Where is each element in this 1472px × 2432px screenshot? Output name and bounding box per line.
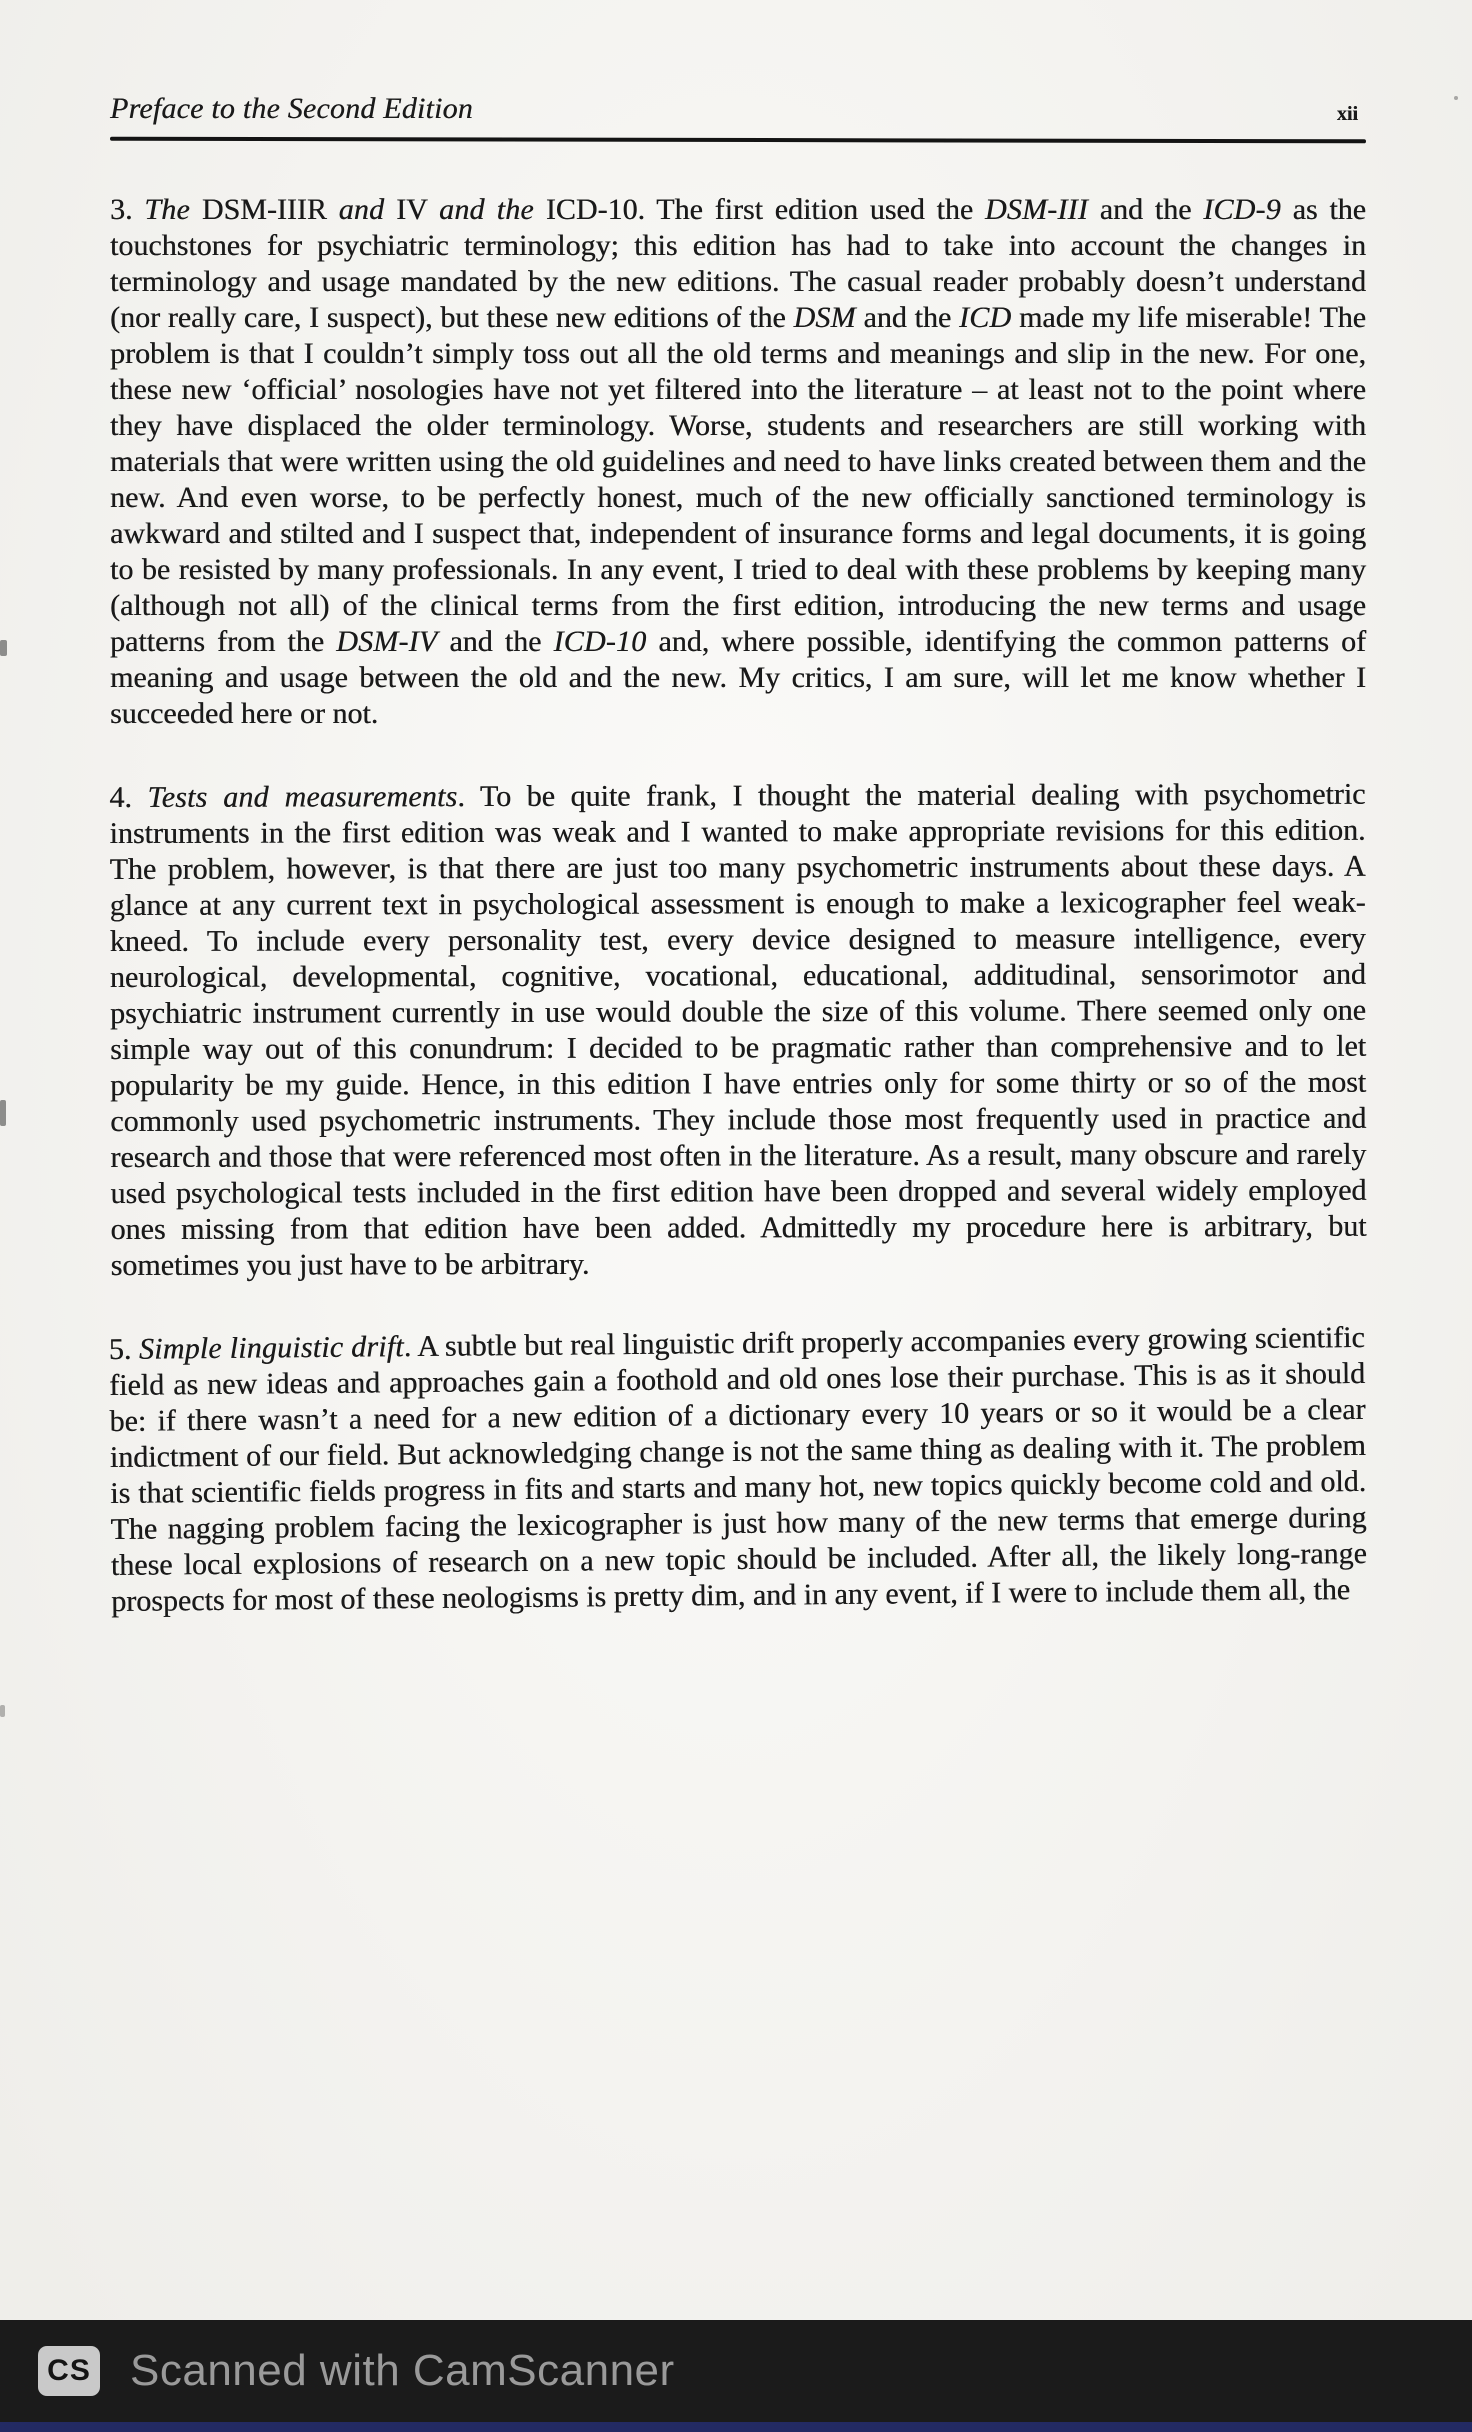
camscanner-logo: CS [38, 2346, 100, 2396]
paragraph-5: 5. Simple linguistic drift. A subtle but real linguistic drift properly accompanies every growing scientific field as new ideas and approaches gain a foothold and old ones lose their purchase. This is as it should be: if there wasn’t a need for a new edition of a dictionary every 10 years or so it would be a clear indictment of our field. But acknowledging change is not the same thing as dealing with it. The problem is that scientific fields progress in fits and starts and many hot, new topics quickly become cold and old. The nagging problem facing the lexicographer is just how many of the new terms that emerge during these local explosions of research on a new topic should be included. After all, the likely long-range prospects for most of these neologisms is pretty dim, and in any event, if I were to include them all, the [108, 1320, 1367, 1618]
paragraph-4: 4. Tests and measurements. To be quite frank, I thought the material dealing with psychometric instruments in the first edition was weak and I wanted to make appropriate revisions for this edition. The problem, however, is that there are just too many psychometric instruments about these days. A glance at any current text in psychological assessment is enough to make a lexicographer feel weak-kneed. To include every personality test, every device designed to measure intelligence, every neurological, developmental, cognitive, vocational, educational, additudinal, sensorimotor and psychiatric instrument currently in use would double the size of this volume. There seemed only one simple way out of this conundrum: I decided to be pragmatic rather than comprehensive and to let popularity be my guide. Hence, in this edition I have entries only for some thirty or so of the most commonly used psychometric instruments. They include those most frequently used in practice and research and those that were referenced most often in the literature. As a result, many obscure and rarely used psychological tests included in the first edition have been dropped and several widely employed ones missing from that edition have been added. Admittedly my procedure here is arbitrary, but sometimes you just have to be arbitrary. [109, 777, 1367, 1282]
scan-artifact [0, 1100, 6, 1126]
scan-artifact [1454, 96, 1458, 100]
page-title: Preface to the Second Edition [110, 92, 473, 125]
scan-artifact [0, 640, 7, 656]
body-text [110, 192, 1366, 1620]
camscanner-text: Scanned with CamScanner [130, 2346, 675, 2395]
scan-artifact [0, 1705, 5, 1717]
running-header [110, 92, 1366, 126]
page-number: xii [1336, 103, 1358, 125]
header-rule [110, 137, 1366, 144]
paragraph-3: 3. The DSM-IIIR and IV and the ICD-10. The first edition used the DSM-III and the ICD-9 as the touchstones for psychiatric terminology; this edition has had to take into account the changes in terminology and usage mandated by the new editions. The casual reader probably doesn’t understand (nor really care, I suspect), but these new editions of the DSM and the ICD made my life miserable! The problem is that I couldn’t simply toss out all the old terms and meanings and slip in the new. For one, these new ‘official’ nosologies have not yet filtered into the literature – at least not to the point where they have displaced the older terminology. Worse, students and researchers are still working with materials that were written using the old guidelines and need to have links created between them and the new. And even worse, to be perfectly honest, much of the new officially sanctioned terminology is awkward and stilted and I suspect that, independent of insurance forms and legal documents, it is going to be resisted by many professionals. In any event, I tried to deal with these problems by keeping many (although not all) of the clinical terms from the first edition, introducing the new terms and usage patterns from the DSM-IV and the ICD-10 and, where possible, identifying the common patterns of meaning and usage between the old and the new. My critics, I am sure, will let me know whether I succeeded here or not. [110, 193, 1366, 730]
camscanner-footer [0, 2320, 1472, 2432]
